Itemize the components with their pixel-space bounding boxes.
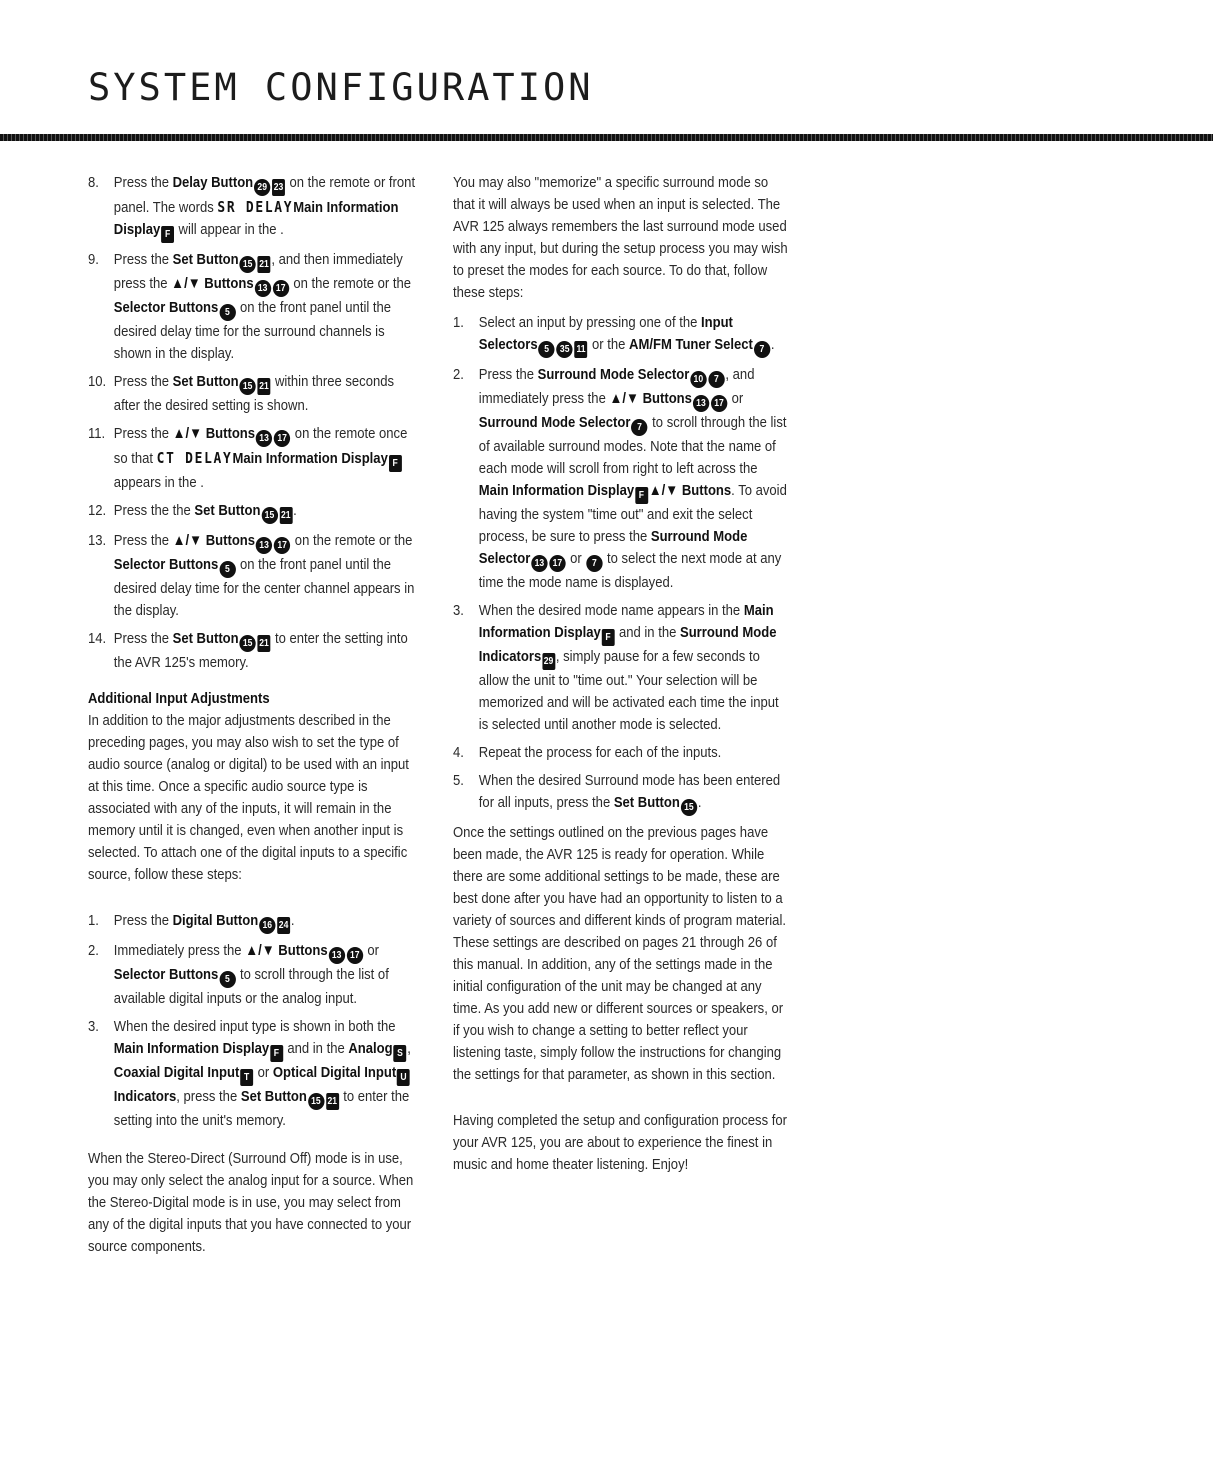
control-ref-icon: 15 [239,256,255,273]
left-steps [88,172,419,674]
control-ref-icon: 13 [256,430,272,447]
step-text: on the remote once so that [113,425,408,467]
step-number: 3. [453,602,464,619]
step-text: Press the [113,251,173,268]
control-name: ▲/▼ Buttons [609,390,692,407]
step-text: . [293,502,297,519]
control-ref-icon: 10 [690,371,706,388]
settings-paragraph: Once the settings outlined on the previous pages have been made, the AVR 125 is ready for operation. While there are some additional settings to be made, these are best done after you have had an opportunity to listen to a variety of sources and different kinds of program material. These settings are described on pages 21 through 26 of this manual. In addition, any of the settings made in the initial configuration of the unit may be changed at any time. As you add new or different sources or speakers, or if you wish to change a setting to better reflect your listening taste, simply follow the instructions for changing the settings for that parameter, as shown in this section. [453,824,786,1083]
list-item [453,770,790,816]
control-name: ▲/▼ Buttons [245,942,328,959]
step-text: Press the the [113,502,195,519]
step-text: . To avoid having the system "time out" and exit the select process, be sure to press the [478,482,787,545]
step-text: to select the next mode at any time the mode name is displayed. [478,550,782,591]
left-column [88,172,419,1272]
control-ref-icon: U [397,1069,410,1086]
control-name: Set Button [240,1088,307,1105]
step-text: to enter the setting into the AVR 125's memory. [113,630,408,671]
step-number: 1. [453,314,464,331]
control-ref-icon: 35 [557,341,573,358]
step-text: When the desired input type is shown in both the [113,1018,396,1035]
control-name: AM/FM Tuner Select [629,336,753,353]
step-text: Press the [113,174,173,191]
control-name: Indicators [113,1088,177,1105]
step-text: to enter the setting into the unit's memory. [113,1088,410,1129]
list-item [88,423,419,494]
header-rule [0,134,1213,141]
step-text: will appear in the [174,221,281,238]
step-text: or [566,550,586,567]
list-item [88,500,419,524]
step-text: Press the [113,373,173,390]
step-number: 2. [453,366,464,383]
control-ref-icon: F [602,629,615,646]
display-readout: SR DELAY [217,198,294,216]
control-ref-icon: 5 [538,341,554,358]
control-ref-icon: 29 [254,179,270,196]
step-text: . [697,794,702,811]
step-text: . [280,221,284,238]
step-number: 8. [88,174,99,191]
control-ref-icon: 21 [326,1093,339,1110]
control-ref-icon: 7 [586,555,602,572]
list-item [453,364,790,594]
control-ref-icon: 17 [347,947,363,964]
digital-input-steps [88,910,419,1132]
step-text: to scroll through the list of available surround modes. Note that the name of each mode will scroll from right to left across the [478,414,787,477]
display-readout: CT DELAY [156,449,233,467]
control-name: Set Button [172,373,239,390]
step-text: When the desired Surround mode has been entered for all inputs, press the [478,772,781,811]
control-ref-icon: 21 [258,256,271,273]
step-text: When the desired mode name appears in the [478,602,744,619]
step-text: and in the [615,624,680,641]
list-item [88,371,419,417]
control-ref-icon: 15 [239,635,255,652]
step-text: . [290,912,295,929]
control-ref-icon: 23 [272,179,285,196]
list-item [453,742,790,764]
step-text: on the front panel until the desired delay time for the center channel appears in the display. [113,556,415,619]
step-text: or the [588,336,630,353]
step-text: Repeat the process for each of the inputs. [478,744,722,761]
step-text: Press the [113,532,173,549]
control-ref-icon: 16 [259,917,275,934]
control-ref-icon: 24 [277,917,290,934]
control-name: Surround Mode Selector [537,366,690,383]
control-name: ▲/▼ Buttons [648,482,732,499]
step-number: 13. [88,532,107,549]
step-number: 3. [88,1018,99,1035]
list-item [88,940,419,1010]
control-ref-icon: 13 [254,280,270,297]
control-ref-icon: 15 [681,799,697,816]
step-text: or [728,390,744,407]
control-name: Input Selectors [478,314,733,353]
intro-paragraph: In addition to the major adjustments described in the preceding pages, you may also wish to set the type of audio source (analog or digital) to be used with an input at this time. Once a specific audio source type is associated with any of the inputs, it will remain in the memory until it is changed, even when another input is selected. To attach one of the digital inputs to a specific source, follow these steps: [88,712,409,883]
right-column [453,172,790,1190]
step-text: , simply pause for a few seconds to allow the unit to "time out." Your selection will be memorized and will be activated each time the input is selected until another mode is selected. [478,648,779,733]
step-number: 4. [453,744,464,761]
control-ref-icon: 21 [279,507,292,524]
control-name: Set Button [613,794,680,811]
control-ref-icon: 5 [219,971,235,988]
list-item [453,600,790,736]
step-text: and in the [283,1040,349,1057]
control-ref-icon: 15 [239,378,255,395]
step-text: . [770,336,775,353]
step-number: 5. [453,772,464,789]
control-name: Main Information Display [113,1040,270,1057]
surround-mode-steps [453,312,790,816]
control-ref-icon: 21 [258,635,271,652]
memorize-paragraph: You may also "memorize" a specific surround mode so that it will always be used when an input is selected. The AVR 125 always remembers the last surround mode used with any input, but during the setup process you may wish to preset the modes for each source. To do that, follow these steps: [453,174,788,301]
closing-paragraph: Having completed the setup and configuration process for your AVR 125, you are about to experience the finest in music and home theater listening. Enjoy! [453,1112,787,1173]
control-name: Surround Mode Selector [478,528,748,567]
list-item [88,530,419,622]
control-name: Main Information Display [232,450,388,467]
step-text: or [363,942,380,959]
step-text: , press the [176,1088,241,1105]
step-text: , and immediately press the [478,366,755,407]
control-ref-icon: F [635,487,648,504]
list-item [88,172,419,243]
control-name: Set Button [194,502,261,519]
control-name: ▲/▼ Buttons [172,425,256,442]
control-name: Surround Mode Selector [478,414,631,431]
control-name: Main Information Display [113,199,399,238]
control-ref-icon: 7 [708,371,724,388]
list-item [88,628,419,674]
step-text: to scroll through the list of available digital inputs or the analog input. [113,966,389,1007]
control-ref-icon: T [240,1069,253,1086]
step-number: 14. [88,630,107,647]
control-name: Set Button [172,251,239,268]
step-number: 10. [88,373,107,390]
control-ref-icon: 21 [258,378,271,395]
step-text: , and then immediately press the [113,251,403,292]
control-ref-icon: 15 [308,1093,324,1110]
control-ref-icon: 17 [274,537,290,554]
control-ref-icon: F [161,226,174,243]
control-name: Analog [348,1040,393,1057]
control-ref-icon: 17 [711,395,727,412]
control-ref-icon: F [270,1045,283,1062]
control-name: Set Button [172,630,239,647]
step-text: appears in the [113,474,201,491]
step-text: or [253,1064,273,1081]
control-name: Surround Mode Indicators [478,624,777,665]
control-name: Optical Digital Input [272,1064,397,1081]
control-name: Selector Buttons [113,966,219,983]
control-ref-icon: 11 [575,341,588,358]
step-text: . [200,474,204,491]
control-ref-icon: 17 [274,430,290,447]
page-title: SYSTEM CONFIGURATION [88,66,594,109]
control-name: Main Information Display [478,602,774,641]
control-ref-icon: 29 [542,653,555,670]
control-ref-icon: 5 [219,561,235,578]
list-item [88,249,419,365]
step-text: Select an input by pressing one of the [478,314,701,331]
control-name: Coaxial Digital Input [113,1064,240,1081]
control-name: ▲/▼ Buttons [172,532,256,549]
control-name: Selector Buttons [113,299,219,316]
control-ref-icon: 17 [273,280,289,297]
control-name: Main Information Display [478,482,635,499]
step-text: within three seconds after the desired setting is shown. [113,373,395,414]
step-text: Press the [113,425,173,442]
step-text: on the remote or the [289,275,411,292]
step-text: Press the [478,366,538,383]
list-item [88,1016,419,1132]
step-text: on the front panel until the desired delay time for the surround channels is shown in the display. [113,299,392,362]
control-ref-icon: 13 [329,947,345,964]
step-number: 9. [88,251,99,268]
step-number: 1. [88,912,99,929]
control-ref-icon: F [389,455,402,472]
stereo-note-paragraph: When the Stereo-Direct (Surround Off) mode is in use, you may only select the analog input for a source. When the Stereo-Digital mode is in use, you may select from any of the digital inputs that you have connected to your source components. [88,1150,414,1255]
control-name: Delay Button [172,174,254,191]
list-item [88,910,419,934]
step-text: Press the [113,630,173,647]
step-text: Immediately press the [113,942,246,959]
control-name: Digital Button [172,912,259,929]
step-text: on the remote or front panel. The words [113,174,416,216]
step-text: , [407,1040,411,1057]
step-number: 2. [88,942,99,959]
control-ref-icon: 7 [754,341,770,358]
control-name: Selector Buttons [113,556,219,573]
control-ref-icon: 5 [219,304,235,321]
section-heading: Additional Input Adjustments [88,690,270,707]
control-ref-icon: 7 [631,419,647,436]
step-text: on the remote or the [291,532,413,549]
step-number: 11. [88,425,106,442]
control-ref-icon: 13 [531,555,547,572]
step-number: 12. [88,502,107,519]
control-name: ▲/▼ Buttons [171,275,254,292]
control-ref-icon: 17 [549,555,565,572]
control-ref-icon: 13 [256,537,272,554]
list-item [453,312,790,358]
control-ref-icon: 13 [693,395,709,412]
control-ref-icon: S [393,1045,406,1062]
control-ref-icon: 15 [261,507,277,524]
step-text: Press the [113,912,173,929]
